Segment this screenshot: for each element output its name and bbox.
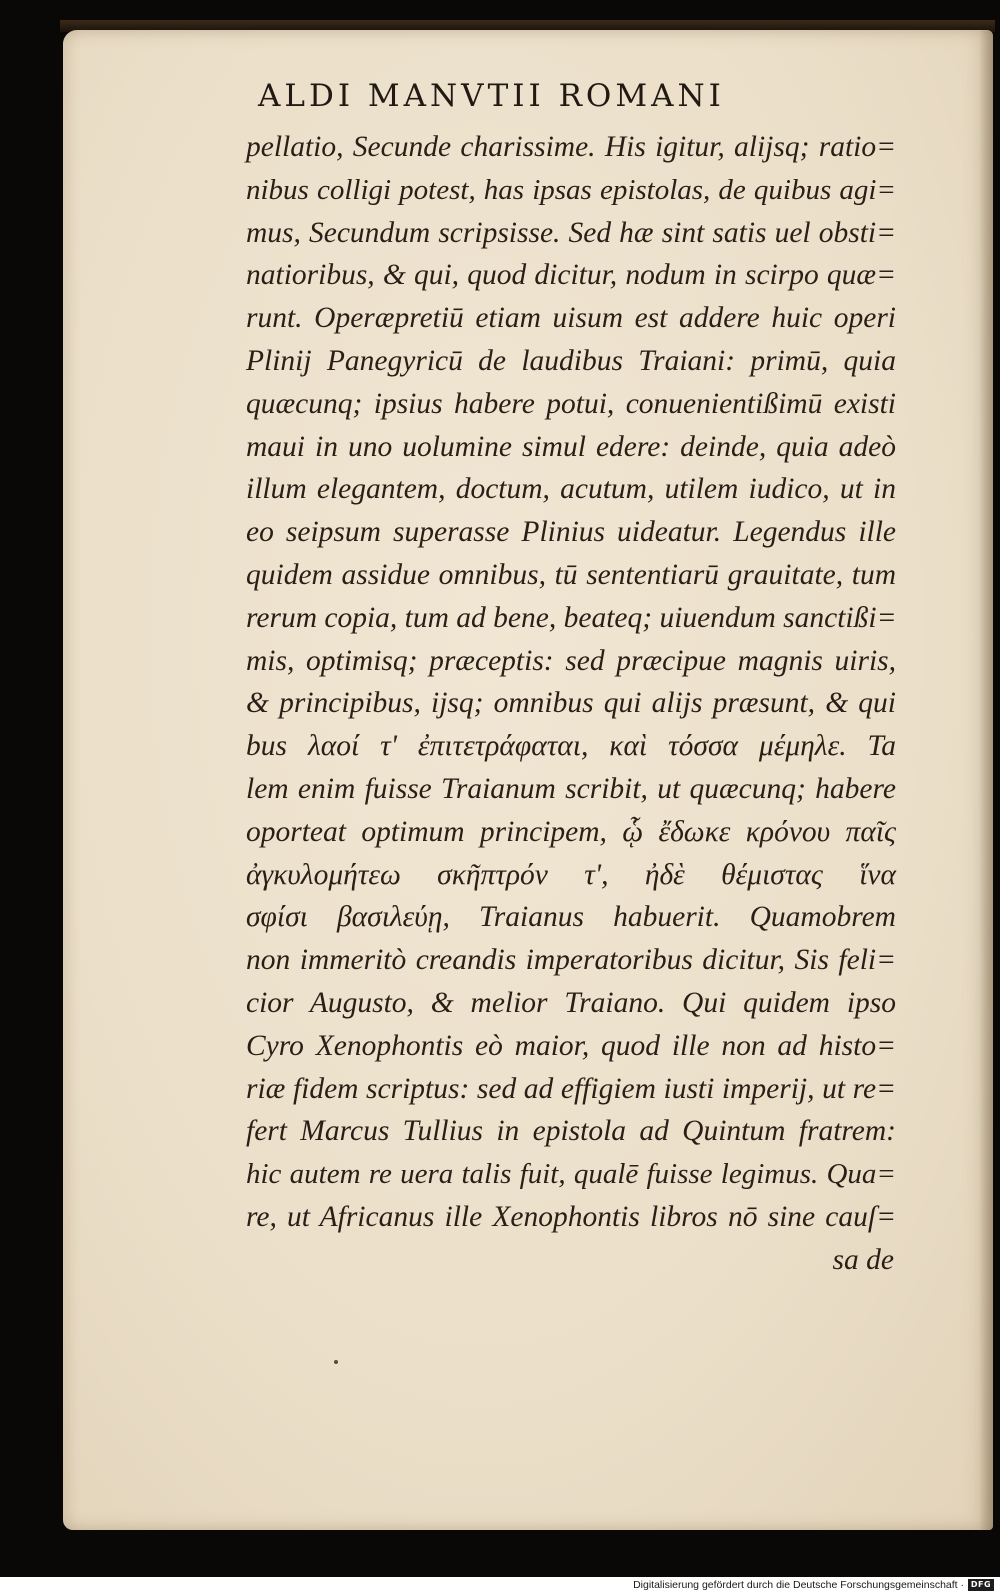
text-line: nibus colligi potest, has ipsas epistolas, de quibus agi= <box>246 173 896 206</box>
digitization-credit: Digitalisierung gefördert durch die Deutsche Forschungsgemeinschaft · <box>633 1579 964 1591</box>
dfg-logo: DFG <box>968 1579 994 1591</box>
text-line: eo seipsum superasse Plinius uideatur. Legendus ille <box>246 516 896 549</box>
text-line: & principibus, ijsq; omnibus qui alijs præsunt, & qui <box>246 687 896 720</box>
page-fold-shadow <box>979 30 993 1530</box>
running-head: ALDI MANVTII ROMANI <box>258 78 725 114</box>
page-body-text <box>246 126 896 1282</box>
text-line: σφίσι βασιλεύῃ, Traianus habuerit. Quamobrem <box>246 901 896 934</box>
text-line: re, ut Africanus ille Xenophontis libros nō sine cauſ= <box>246 1200 896 1233</box>
text-line: lem enim fuisse Traianum scribit, ut quæcunq; habere <box>246 772 896 805</box>
text-line: runt. Operæpretiū etiam uisum est addere huic operi <box>246 302 896 335</box>
text-line: illum elegantem, doctum, acutum, utilem iudico, ut in <box>246 473 896 506</box>
text-line: quæcunq; ipsius habere potui, conuenientißimū existi <box>246 387 896 420</box>
paper-speck <box>334 1360 338 1364</box>
text-line: mis, optimisq; præceptis: sed præcipue magnis uiris, <box>246 644 896 677</box>
catchword: sa de <box>832 1243 894 1276</box>
text-line: mus, Secundum scripsisse. Sed hæ sint satis uel obsti= <box>246 216 896 249</box>
text-line: pellatio, Secunde charissime. His igitur, alijsq; ratio= <box>246 131 896 163</box>
text-line: maui in uno uolumine simul edere: deinde, quia adeò <box>246 430 896 463</box>
text-line: oporteat optimum principem, ᾧ ἔδωκε κρόνου παῖς <box>246 815 896 848</box>
text-line: riæ fidem scriptus: sed ad effigiem iusti imperij, ut re= <box>246 1072 896 1105</box>
text-line: bus λαοί τ' ἐπιτετράφαται, καὶ τόσσα μέμηλε. Ta <box>246 730 896 763</box>
text-line: quidem assidue omnibus, tū sententiarū grauitate, tum <box>246 558 896 591</box>
text-line: hic autem re uera talis fuit, qualē fuisse legimus. Qua= <box>246 1158 896 1191</box>
text-line: non immeritò creandis imperatoribus dicitur, Sis feli= <box>246 944 896 977</box>
text-line: fert Marcus Tullius in epistola ad Quintum fratrem: <box>246 1115 896 1148</box>
text-line: Cyro Xenophontis eò maior, quod ille non ad histo= <box>246 1029 896 1062</box>
text-line: natioribus, & qui, quod dicitur, nodum in scirpo quæ= <box>246 259 896 292</box>
text-line: cior Augusto, & melior Traiano. Qui quidem ipso <box>246 986 896 1019</box>
text-line: rerum copia, tum ad bene, beateq; uiuendum sanctißi= <box>246 601 897 634</box>
text-line: Plinij Panegyricū de laudibus Traiani: primū, quia <box>246 344 896 377</box>
text-line: ἀγκυλομήτεω σκῆπτρόν τ', ἠδὲ θέμιστας ἵνα <box>246 858 896 891</box>
